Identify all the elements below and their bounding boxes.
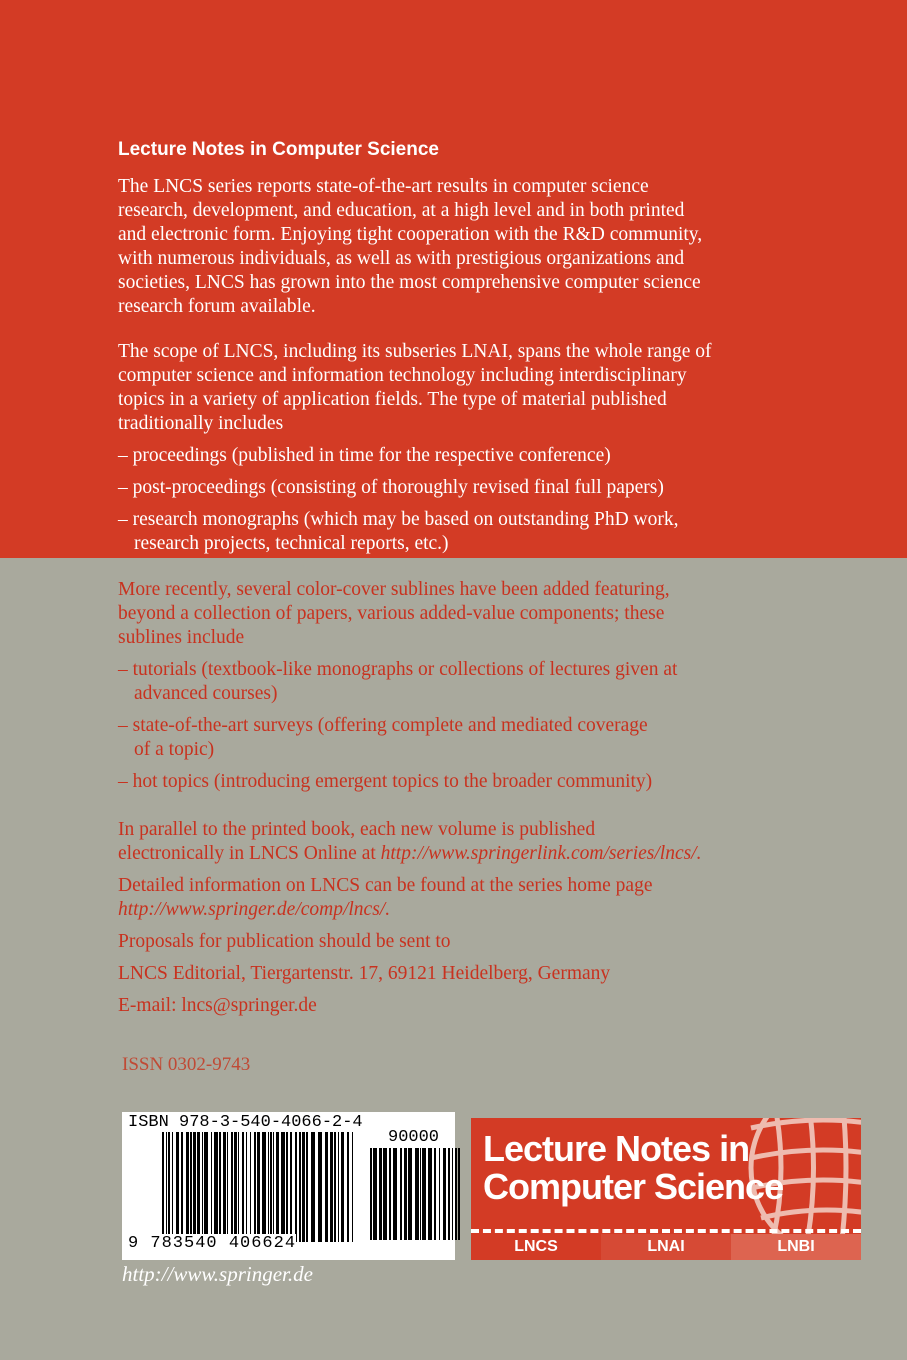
barcode-bar <box>242 1132 244 1242</box>
text-line: of a topic) <box>134 739 215 760</box>
barcode-bar <box>250 1132 251 1242</box>
list-item <box>118 508 679 556</box>
barcode-bar <box>338 1132 339 1242</box>
barcode-bar <box>234 1132 237 1242</box>
lncs-logo <box>471 1118 861 1260</box>
logo-title: Lecture Notes in Computer Science <box>483 1128 784 1207</box>
barcode-bar <box>458 1148 460 1240</box>
barcode-bar <box>286 1132 288 1242</box>
barcode-bar <box>197 1132 200 1242</box>
barcode-bar <box>181 1132 183 1242</box>
isbn-text: ISBN 978-3-540-4066-2-4 <box>128 1113 363 1132</box>
online-paragraph: In parallel to the printed book, each new volume is published electronically in LNCS Online at http://www.springerlink.com/series/lncs/. <box>118 819 702 864</box>
sublines-paragraph <box>118 578 670 650</box>
list-item <box>118 476 679 500</box>
list-item <box>118 770 677 794</box>
text-line: The LNCS series reports state-of-the-art results in computer science <box>118 176 649 197</box>
barcode-bar <box>311 1132 315 1242</box>
barcode-bar <box>434 1148 436 1240</box>
barcode-bar <box>347 1132 349 1242</box>
text-line: research, development, and education, at a high level and in both printed <box>118 200 685 221</box>
barcode-bar <box>227 1132 228 1242</box>
barcode-bar <box>176 1132 179 1242</box>
text-line: beyond a collection of papers, various added-value components; these <box>118 603 665 624</box>
proposals-text: Proposals for publication should be sent to <box>118 931 451 952</box>
barcode-bar <box>162 1132 164 1242</box>
description-paragraph <box>118 175 702 319</box>
barcode-bar <box>306 1132 308 1242</box>
springer-url[interactable]: http://www.springer.de <box>122 1262 313 1286</box>
barcode-bar <box>281 1132 285 1242</box>
scope-paragraph <box>118 340 712 436</box>
barcode-bar <box>379 1148 382 1240</box>
text-line: sublines include <box>118 627 245 648</box>
barcode-bar <box>166 1132 167 1242</box>
text-line: – state-of-the-art surveys (offering complete and mediated coverage <box>118 715 648 736</box>
barcode-bar <box>270 1132 272 1242</box>
barcode-bar <box>373 1148 377 1240</box>
barcode-bar <box>219 1132 221 1242</box>
text-line: topics in a variety of application fields. The type of material published <box>118 389 667 410</box>
barcode-bar <box>422 1148 426 1240</box>
text-line: computer science and information technology including interdisciplinary <box>118 365 687 386</box>
text-line: The scope of LNCS, including its subseries LNAI, spans the whole range of <box>118 341 712 362</box>
barcode-bar <box>290 1132 292 1242</box>
barcode-bar <box>273 1132 274 1242</box>
text-line: More recently, several color-cover sublines have been added featuring, <box>118 579 670 600</box>
barcode-bar <box>415 1148 419 1240</box>
addon-code: 90000 <box>388 1128 440 1147</box>
text-line: research forum available. <box>118 296 316 317</box>
text-line: – post-proceedings (consisting of thoroughly revised final full papers) <box>118 477 664 498</box>
issn: ISSN 0302-9743 <box>122 1054 251 1075</box>
barcode-bar <box>318 1132 322 1242</box>
text-line: and electronic form. Enjoying tight cooperation with the R&D community, <box>118 224 703 245</box>
barcode-bar <box>325 1132 328 1242</box>
barcode-bar <box>439 1148 440 1240</box>
barcode-bar <box>193 1132 196 1242</box>
barcode-bar <box>455 1148 457 1240</box>
list-item <box>118 444 679 468</box>
text-line: research projects, technical reports, etc.) <box>134 533 449 554</box>
material-list <box>118 444 679 564</box>
barcode-bar <box>448 1148 450 1240</box>
addon-bars <box>370 1148 462 1240</box>
barcode-bar <box>214 1132 218 1242</box>
barcode-bar <box>262 1132 266 1242</box>
text-line: – tutorials (textbook-like monographs or collections of lectures given at <box>118 659 678 680</box>
subline-lncs: LNCS <box>514 1238 558 1255</box>
barcode <box>122 1112 455 1260</box>
barcode-bar <box>420 1148 421 1240</box>
barcode-bar <box>231 1132 233 1242</box>
email-text: E-mail: lncs@springer.de <box>118 995 317 1016</box>
subline-lnbi: LNBI <box>731 1234 861 1260</box>
list-item <box>118 658 677 706</box>
homepage-link[interactable]: http://www.springer.de/comp/lncs/. <box>118 899 391 920</box>
logo-divider <box>471 1229 861 1233</box>
ean-digits: 9 783540 406624 <box>128 1234 297 1253</box>
barcode-bar <box>404 1148 407 1240</box>
barcode-bar <box>452 1148 453 1240</box>
barcode-bar <box>190 1132 192 1242</box>
barcode-bar <box>168 1132 170 1242</box>
text-line: – research monographs (which may be based on outstanding PhD work, <box>118 509 679 530</box>
barcode-bar <box>330 1132 333 1242</box>
barcode-bar <box>238 1132 239 1242</box>
barcode-bar <box>223 1132 226 1242</box>
barcode-bar <box>276 1132 279 1242</box>
homepage-paragraph: Detailed information on LNCS can be found at the series home page http://www.springer.de/comp/lncs/. <box>118 875 653 920</box>
subline-lnai: LNAI <box>601 1234 731 1260</box>
barcode-bar <box>254 1132 256 1242</box>
springerlink-link[interactable]: http://www.springerlink.com/series/lncs/. <box>380 843 702 864</box>
barcode-bar <box>352 1132 353 1242</box>
text-line: societies, LNCS has grown into the most comprehensive computer science <box>118 272 701 293</box>
list-item <box>118 714 677 762</box>
barcode-bar <box>299 1132 301 1242</box>
barcode-bar <box>257 1132 260 1242</box>
text-line: advanced courses) <box>134 683 278 704</box>
barcode-bar <box>172 1132 173 1242</box>
text-line: with numerous individuals, as well as with prestigious organizations and <box>118 248 685 269</box>
barcode-bar <box>334 1132 336 1242</box>
barcode-bar <box>268 1132 269 1242</box>
text-line: – hot topics (introducing emergent topics to the broader community) <box>118 771 653 792</box>
barcode-bar <box>383 1148 387 1240</box>
barcode-bar <box>408 1148 412 1240</box>
barcode-bar <box>204 1132 208 1242</box>
barcode-bar <box>370 1148 372 1240</box>
text-line: – proceedings (published in time for the respective conference) <box>118 445 611 466</box>
series-title: Lecture Notes in Computer Science <box>118 139 439 160</box>
barcode-bar <box>400 1148 402 1240</box>
barcode-bar <box>211 1132 212 1242</box>
barcode-bar <box>186 1132 189 1242</box>
barcode-bar <box>393 1148 397 1240</box>
barcode-bar <box>295 1132 297 1242</box>
sublines-list <box>118 658 677 802</box>
barcode-bar <box>443 1148 446 1240</box>
barcode-bar <box>428 1148 432 1240</box>
barcode-bar <box>389 1148 391 1240</box>
barcode-bar <box>246 1132 247 1242</box>
text-line: traditionally includes <box>118 413 284 434</box>
address-text: LNCS Editorial, Tiergartenstr. 17, 69121 Heidelberg, Germany <box>118 963 611 984</box>
barcode-bar <box>302 1132 305 1242</box>
barcode-bar <box>202 1132 203 1242</box>
barcode-bars <box>162 1132 357 1242</box>
barcode-bar <box>341 1132 344 1242</box>
